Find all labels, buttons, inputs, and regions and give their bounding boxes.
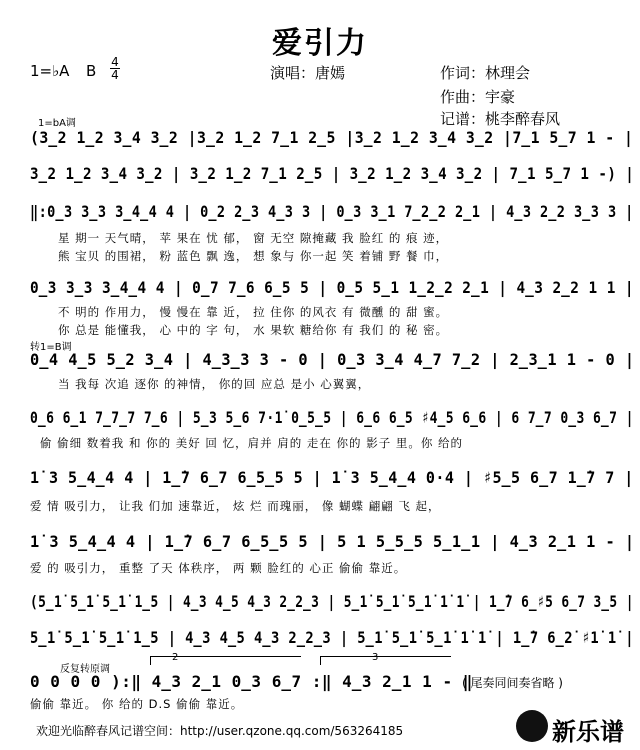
repeat-mark: 反复转原调 xyxy=(60,664,110,675)
key-mark-b: 转1=B调 xyxy=(30,342,72,353)
volta-3-label: 3 xyxy=(372,652,379,663)
key-signature: 1=♭A xyxy=(30,62,70,80)
transcriber-credit: 记谱：桃李醉春风 xyxy=(440,110,561,128)
score-row-10: 5̲1̇ 5̲1̇ 5̲1̇ 1̲5 | 4̲3 4̲5 4̲3 2̲2̲3 | 5̲1̇ 5̲1̇ 5̲1̇ 1̇ 1̇ | 1̲̇7 6̲2̇ ♯1̇ 1̇ | xyxy=(30,628,634,647)
lyric-row-5: 当 我每 次追 逐你 的神情， 你的回 应总 是小 心翼翼， xyxy=(58,377,371,391)
score-row-1: (3̲2 1̲2 3̲4 3̲2 |3̲2 1̲2 7̲1 2̲5 |3̲2 1̲2 3̲4 3̲2 |7̲1 5̲7 1 - | xyxy=(30,128,634,147)
outro-note: ( 尾奏同间奏省略 ) xyxy=(462,676,563,690)
volta-bracket-3 xyxy=(320,656,451,665)
score-row-5: 0̲4 4̲5 5̲2 3̲4 | 4̲3̲3 3 - 0 | 0̲3 3̲4 4̲7 7̲2 | 2̲3̲1 1 - 0 | xyxy=(30,350,635,369)
logo-text: 新乐谱 xyxy=(552,718,624,746)
volta-2-label: 2 xyxy=(172,652,179,663)
score-row-8: 1̇ 3 5̲4̲4 4 | 1̲̇7 6̲7 6̲5̲5 5 | 5 1 5̲5̲5 5̲1̲1 | 4̲3 2̲1 1 - | xyxy=(30,532,635,551)
key-letter: B xyxy=(86,62,97,80)
lyric-row-7: 爱 情 吸引力， 让我 们加 速靠近， 炫 烂 而瑰丽， 像 蝴蝶 翩翩 飞 起， xyxy=(30,499,441,513)
lyric-row-4-line-2: 你 总是 能懂我， 心 中的 字 句， 水 果软 糖给你 有 我们 的 秘 密。 xyxy=(58,323,449,337)
singer-credit: 演唱：唐嫣 xyxy=(270,64,346,82)
lyric-row-3-line-2: 熊 宝贝 的围裙， 粉 蓝色 飘 逸， 想 象与 你一起 笑 着铺 野 餐 巾， xyxy=(58,249,449,263)
composer-credit: 作曲：宇豪 xyxy=(440,88,516,106)
song-title: 爱引力 xyxy=(272,26,368,61)
lyric-row-11: 偷偷 靠近。 你 给的 D.S 偷偷 靠近。 xyxy=(30,697,244,711)
score-row-2: 3̲2 1̲2 3̲4 3̲2 | 3̲2 1̲2 7̲1 2̲5 | 3̲2 1̲2 3̲4 3̲2 | 7̲1 5̲7 1 -) | xyxy=(30,164,635,183)
score-row-4: 0̲3 3̲3 3̲4̲4 4 | 0̲7 7̲6 6̲5 5 | 0̲5 5̲1 1̲2̲2 2̲1 | 4̲3 2̲2 1 1 | xyxy=(30,278,635,297)
score-row-6: 0̲6 6̲1 7̲7̲7 7̲6 | 5̲3 5̲6 7·1̇ 0̲5̲5 | 6̲6 6̲5 ♯4̲5 6̲6 | 6 7̲7 0̲3 6̲7 | xyxy=(30,408,634,427)
footer-credit: 欢迎光临醉春风记谱空间：http://user.qzone.qq.com/563264185 xyxy=(36,724,404,738)
score-row-11: 0 0 0 0 ):‖ 4̲3 2̲1 0̲3 6̲7 :‖ 4̲3 2̲1 1 - ‖ xyxy=(30,672,473,691)
lyric-row-3-line-1: 星 期一 天气晴， 苹 果在 忧 郁， 窗 无空 隙掩藏 我 脸红 的 痕 迹， xyxy=(58,231,449,245)
score-row-3: ‖:0̲3 3̲3 3̲4̲4 4 | 0̲2 2̲3 4̲3 3 | 0̲3 3̲1 7̲2̲2 2̲1 | 4̲3 2̲2 3̲3 3 | xyxy=(30,202,634,221)
logo-disc-icon xyxy=(516,710,548,742)
lyricist-credit: 作词：林理会 xyxy=(440,64,531,82)
time-signature xyxy=(110,56,120,81)
lyric-row-6: 偷 偷细 数着我 和 你的 美好 回 忆，肩并 肩的 走在 你的 影子 里。你 给的 xyxy=(40,436,464,450)
lyric-row-8: 爱 的 吸引力， 重整 了天 体秩序， 两 颗 脸红的 心正 偷偷 靠近。 xyxy=(30,561,407,575)
time-signature-top: 4 xyxy=(111,55,119,69)
time-signature-bottom: 4 xyxy=(111,68,119,82)
site-logo xyxy=(516,708,634,744)
key-mark-a: 1=bA调 xyxy=(38,118,76,129)
lyric-row-4-line-1: 不 明的 作用力， 慢 慢在 靠 近， 拉 住你 的风衣 有 微醺 的 甜 蜜。 xyxy=(58,305,449,319)
score-row-7: 1̇ 3 5̲4̲4 4 | 1̲̇7 6̲7 6̲5̲5 5 | 1̇ 3 5̲4̲4 0·4 | ♯5̲5 6̲7 1̲̇7 7 | xyxy=(30,468,634,487)
score-row-9: (5̲1̇ 5̲1̇ 5̲1̇ 1̲5 | 4̲3 4̲5 4̲3 2̲2̲3 | 5̲1̇ 5̲1̇ 5̲1̇ 1̇ 1̇ | 1̲̇7 6̲♯5 6̲7 3̲5 | xyxy=(30,592,634,611)
